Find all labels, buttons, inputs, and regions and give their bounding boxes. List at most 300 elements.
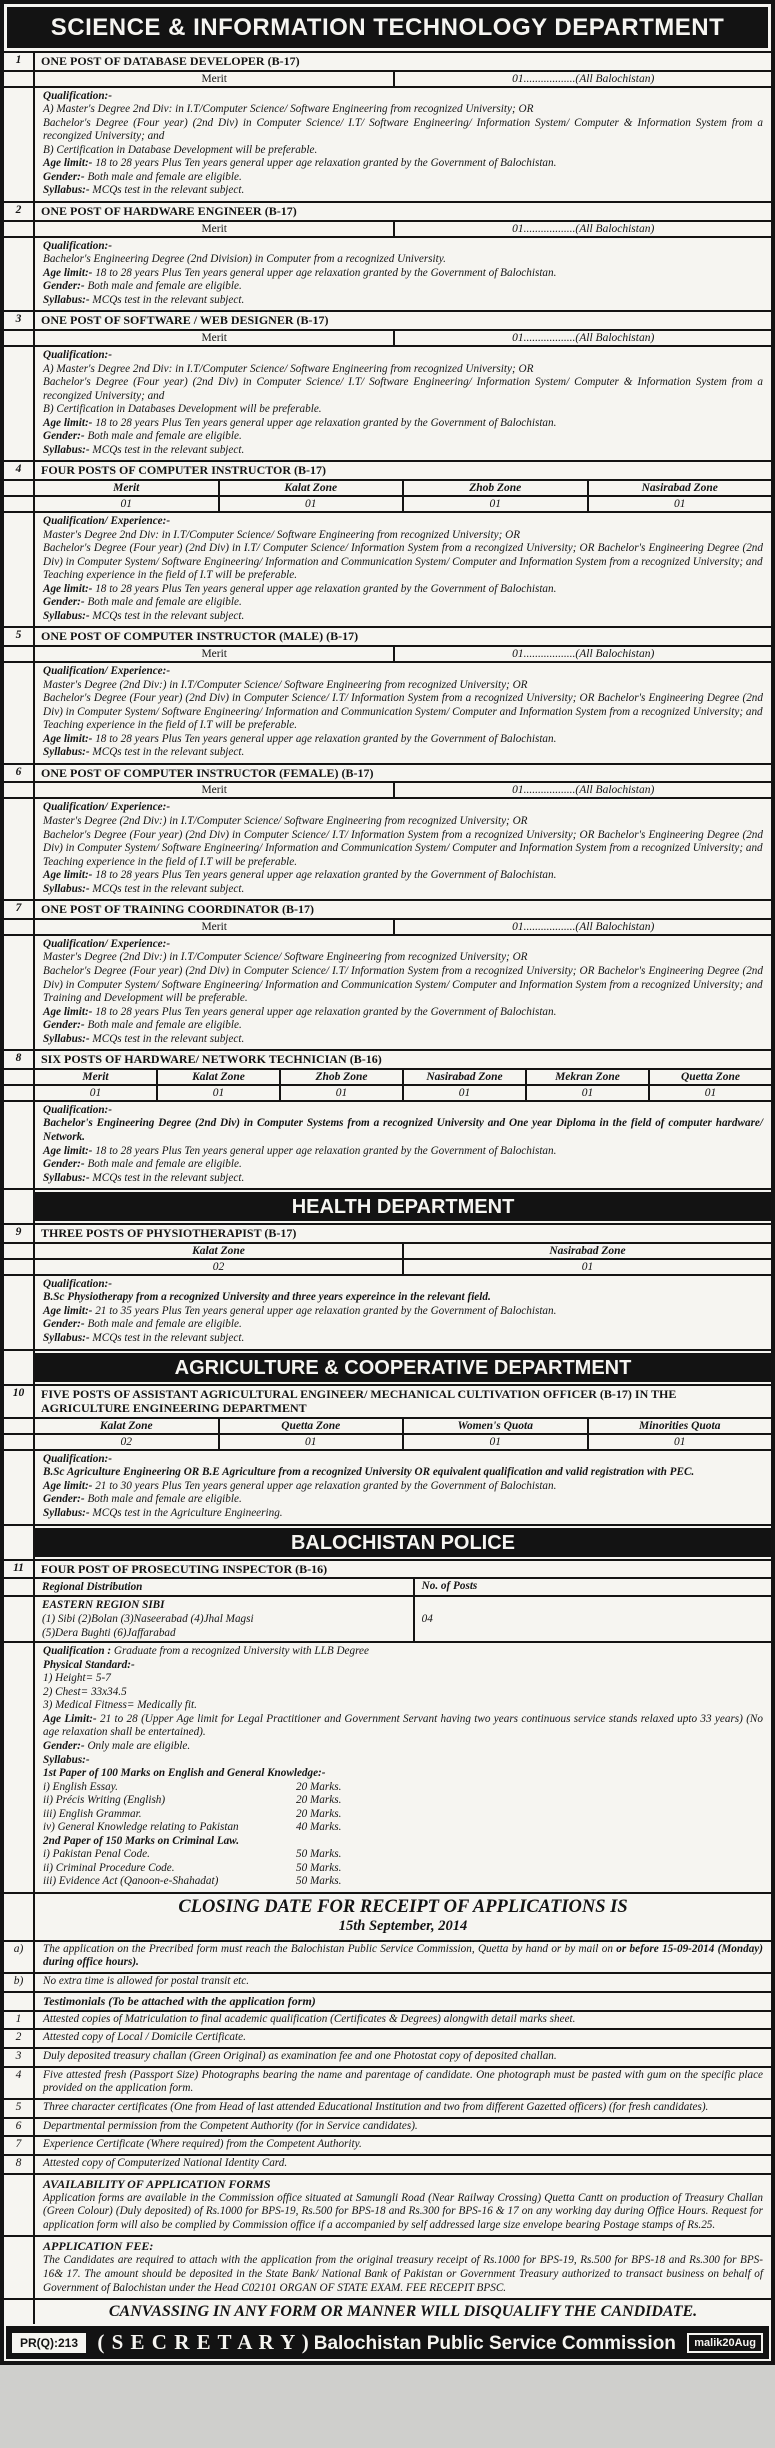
num-spacer [4, 331, 35, 345]
qual-line-label: Gender:- [43, 1739, 85, 1752]
qual-line-text: Master's Degree (2nd Div:) in I.T/Computer Science/ Software Engineering from recognized University; OR [43, 678, 528, 691]
post-title: SIX POSTS OF HARDWARE/ NETWORK TECHNICIAN (B-16) [41, 1052, 382, 1067]
post-3-title-row [4, 310, 771, 329]
testimonial-row [4, 2047, 771, 2066]
regional-distribution-header: Regional Distribution [35, 1579, 415, 1595]
department-bar-health-row [4, 1188, 771, 1223]
qual-line-text: 18 to 28 years Plus Ten years general upper age relaxation granted by the Government of Balochistan. [92, 732, 557, 745]
qualification-text [35, 663, 771, 763]
qual-line-text: 21 to 35 years Plus Ten years general upper age relaxation granted by the Government of Balochistan. [92, 1304, 557, 1317]
post-1-title-row [4, 51, 771, 70]
num-spacer [4, 497, 35, 511]
num-spacer [4, 1070, 35, 1084]
post-6-qualification-row [4, 797, 771, 899]
zone-name: Kalat Zone [158, 1070, 281, 1084]
qual-line-text: Bachelor's Degree (Four year) (2nd Div) in Computer Science/ I.T/ Software Engineering/ Information System/ Computer & Information System from a recongized University; and [43, 116, 763, 143]
note-text [35, 1974, 771, 1991]
zone-headers [35, 1244, 771, 1258]
num-spacer [4, 647, 35, 661]
region-cell [35, 1597, 415, 1641]
qual-line-label: Qualification:- [43, 1103, 112, 1116]
qual-line [43, 144, 763, 158]
zone-name: Nasirabad Zone [404, 1070, 527, 1084]
zone-name: Quetta Zone [220, 1419, 405, 1433]
qual-line-text: ii) Précis Writing (English) [43, 1794, 166, 1807]
qual-line-label: Qualification/ Experience:- [43, 801, 171, 814]
qual-line [43, 1033, 763, 1047]
zone-headers [35, 481, 771, 495]
qualification-text [35, 799, 771, 899]
zone-count: 01 [527, 1086, 650, 1100]
region-line-bold: EASTERN REGION SIBI [42, 1599, 165, 1612]
qual-line [43, 542, 763, 569]
qual-line-text: MCQs test in the relevant subject. [89, 609, 245, 622]
zone-count: 02 [35, 1260, 404, 1274]
qual-line-label: Age limit:- [43, 1005, 93, 1018]
qual-line [43, 1278, 763, 1292]
qual-line-label: Gender:- [43, 1318, 85, 1331]
qual-line-text: 3) Medical Fitness= Medically fit. [43, 1699, 197, 1712]
qual-line [43, 1875, 763, 1889]
qual-line-text: MCQs test in the relevant subject. [89, 746, 245, 759]
qual-line-text: 18 to 28 years Plus Ten years general upper age relaxation granted by the Government of Balochistan. [92, 416, 557, 429]
zone-count: 01 [158, 1086, 281, 1100]
post-title: FOUR POST OF PROSECUTING INSPECTOR (B-16) [41, 1561, 328, 1576]
post-number: 8 [4, 1051, 35, 1068]
qual-line [43, 1754, 763, 1768]
closing-date-value: 15th September, 2014 [338, 1918, 468, 1935]
qual-line-label: Qualification/ Experience:- [43, 514, 171, 527]
post-5-title-row [4, 626, 771, 645]
testimonial-number: 1 [4, 2012, 35, 2029]
qual-line [43, 349, 763, 363]
testimonial-text: Attested copy of Computerized National Identity Card. [43, 2156, 288, 2169]
qual-line-text: 21 to 28 (Upper Age limit for Legal Practitioner and Government Servant having two years continuous service stands relaxed upto 33 years) (No age relaxation shall be entertained). [43, 1712, 763, 1739]
qual-line-text: Only male are eligible. [84, 1739, 191, 1752]
testimonial-text: Departmental permission from the Competent Authority (for in Service candidates). [43, 2119, 418, 2132]
post-number: 11 [4, 1561, 35, 1578]
qual-line-label: Age limit:- [43, 1304, 93, 1317]
post-title: ONE POST OF SOFTWARE / WEB DESIGNER (B-17) [41, 313, 329, 328]
post-title: ONE POST OF TRAINING COORDINATOR (B-17) [41, 902, 315, 917]
qual-line-text: 18 to 28 years Plus Ten years general upper age relaxation granted by the Government of Balochistan. [92, 157, 557, 170]
qual-line [43, 417, 763, 431]
post-title: FOUR POSTS OF COMPUTER INSTRUCTOR (B-17) [41, 463, 327, 478]
qual-line [43, 1713, 763, 1740]
qual-line-label: Syllabus:- [43, 1506, 90, 1519]
zone-values [35, 1435, 771, 1449]
testimonial-row [4, 2066, 771, 2098]
qual-line-text: iv) General Knowledge relating to Pakistan [43, 1821, 239, 1834]
qual-line-label: Gender:- [43, 170, 85, 183]
num-spacer [4, 1526, 35, 1559]
qual-line [43, 665, 763, 679]
qual-line-label: Gender:- [43, 430, 85, 443]
qual-line [43, 1699, 763, 1713]
footer-bar [6, 2326, 769, 2359]
availability-text: Application forms are available in the Commission office situated at Samungli Road (Near Railway Crossing) Quetta Cantt on production of Treasury Challan (Green Colour) (Duly deposited) of Rs.1000 for BPS-19, Rs.500 for BPS-18 and Rs.300 for BPS-16 & 17 on any working day during Office Hours. Request for application form will also be complied by Commission office if a accompanied by self addressed large size envelope bearing Postage stamps of Rs.25. [43, 2191, 763, 2231]
allocation-label: Merit [35, 783, 395, 797]
num-spacer [4, 920, 35, 934]
qual-line-text: MCQs test in the relevant subject. [89, 443, 245, 456]
qual-line [43, 376, 763, 403]
num-spacer [4, 2237, 35, 2298]
num-spacer [4, 1244, 35, 1258]
qual-line [43, 856, 763, 870]
zone-count: 01 [220, 1435, 405, 1449]
qualification-text [35, 347, 771, 460]
post-1-allocation-row [4, 70, 771, 86]
qual-line-label: 2nd Paper of 150 Marks on Criminal Law. [43, 1834, 240, 1847]
post-11-title-row [4, 1559, 771, 1578]
qual-line [43, 1767, 763, 1781]
post-number: 5 [4, 628, 35, 645]
secretary-label: ( S E C R E T A R Y ) [97, 2330, 310, 2355]
zone-headers [35, 1419, 771, 1433]
qual-line-text: 18 to 28 years Plus Ten years general upper age relaxation granted by the Government of Balochistan. [92, 582, 557, 595]
qual-line [43, 444, 763, 458]
qual-line-text: MCQs test in the relevant subject. [89, 1171, 245, 1184]
qual-line [43, 1835, 763, 1849]
num-spacer [4, 1894, 35, 1940]
num-spacer [4, 1643, 35, 1892]
qualification-text [35, 936, 771, 1049]
post-4-title-row [4, 460, 771, 479]
qual-line [43, 1453, 763, 1467]
qual-line [43, 1672, 763, 1686]
num-spacer [4, 222, 35, 236]
qual-line [43, 1019, 763, 1033]
qual-line-label: Syllabus:- [43, 882, 90, 895]
qual-line-label: Qualification/ Experience:- [43, 937, 171, 950]
qual-line-marks: 50 Marks. [296, 1861, 342, 1874]
post-11-table-value-row [4, 1595, 771, 1641]
qual-line [43, 1686, 763, 1700]
qual-line [43, 294, 763, 308]
qual-line-label: Syllabus:- [43, 1331, 90, 1344]
qual-line [43, 1740, 763, 1754]
qual-line-label: B.Sc Agriculture Engineering OR B.E Agriculture from a recognized University OR equivalent qualification and valid registration with PEC. [43, 1466, 695, 1479]
allocation-value: 01..................(All Balochistan) [512, 647, 655, 660]
qual-line [43, 1332, 763, 1346]
zone-name: Nasirabad Zone [549, 1244, 626, 1257]
testimonial-number: 7 [4, 2137, 35, 2154]
note-row [4, 1940, 771, 1972]
qual-line-text: Both male and female are eligible. [84, 1158, 242, 1171]
post-3-allocation-row [4, 329, 771, 345]
qual-line-text: MCQs test in the relevant subject. [89, 882, 245, 895]
department-header-health: HEALTH DEPARTMENT [35, 1192, 771, 1221]
qual-line-label: Syllabus:- [43, 293, 90, 306]
qual-line [43, 1466, 763, 1480]
post-10-qualification-row [4, 1449, 771, 1524]
qual-line-label: Gender:- [43, 280, 85, 293]
zone-headers [35, 1070, 771, 1084]
num-spacer [4, 1451, 35, 1524]
qual-line-text: Bachelor's Engineering Degree (2nd Division) in Computer from a recognized University. [43, 253, 446, 266]
post-6-title-row [4, 763, 771, 782]
post-6-allocation-row [4, 781, 771, 797]
qual-line-label: Qualification:- [43, 348, 112, 361]
qualification-text [35, 1276, 771, 1349]
qual-line [43, 951, 763, 965]
qual-line-text: Both male and female are eligible. [84, 1019, 242, 1032]
zone-count: 02 [35, 1435, 220, 1449]
qual-line-text: 2) Chest= 33x34.5 [43, 1685, 127, 1698]
zone-name: Minorities Quota [639, 1419, 721, 1432]
qual-line [43, 90, 763, 104]
qual-line-text: MCQs test in the relevant subject. [89, 1032, 245, 1045]
qual-line-text: Bachelor's Degree (Four year) (2nd Div) in I.T/ Computer Science/ Information System from a recongized University; OR Bachelor's Engineering Degree (2nd Div) in Computer System/ Software Engineering/ Information and Communication System/ Computer and Information System from a recognized University; and [43, 542, 763, 568]
qual-line-text: Bachelor's Degree (Four year) (2nd Div) in Computer Science/ I.T/ Information System from a recognized University; OR Bachelor's Engineering Degree (2nd Div) in Computer System/ Software Engineering/ Information and Communication System/ Computer and Information System from a recognized University; and [43, 692, 763, 718]
qual-line-label: Syllabus:- [43, 184, 90, 197]
region-line [42, 1612, 406, 1626]
qual-line-text: 1) Height= 5-7 [43, 1672, 111, 1685]
qual-line [43, 733, 763, 747]
qual-line [43, 583, 763, 597]
qual-line-label: Age limit:- [43, 869, 93, 882]
qual-line [43, 1305, 763, 1319]
num-spacer [4, 1086, 35, 1100]
allocation-label: Merit [35, 222, 395, 236]
post-title: ONE POST OF COMPUTER INSTRUCTOR (FEMALE) (B-17) [41, 765, 374, 780]
application-fee-block [35, 2237, 771, 2298]
qual-line-marks: 50 Marks. [296, 1848, 342, 1861]
num-spacer [4, 1351, 35, 1384]
allocation-label: Merit [35, 647, 395, 661]
qual-line [43, 679, 763, 693]
qual-line-marks: 20 Marks. [296, 1807, 342, 1820]
post-5-allocation-row [4, 645, 771, 661]
post-1-qualification-row [4, 86, 771, 201]
qual-line [43, 1659, 763, 1673]
qual-line [43, 529, 763, 543]
post-10-zone-values-row [4, 1433, 771, 1449]
qual-line [43, 117, 763, 144]
zone-count: 01 [674, 1435, 686, 1448]
post-7-title-row [4, 899, 771, 918]
qual-line-text: Teaching experience in the field of I.T will be preferable. [43, 569, 298, 582]
testimonial-text: Experience Certificate (Where required) from the Competent Authority. [43, 2138, 362, 2151]
post-8-zone-header-row [4, 1068, 771, 1084]
post-number: 9 [4, 1225, 35, 1242]
no-of-posts-header: No. of Posts [421, 1580, 478, 1593]
qual-line-text: Both male and female are eligible. [84, 1493, 242, 1506]
qual-line [43, 596, 763, 610]
qual-line-text: Graduate from a recognized University with LLB Degree [111, 1645, 369, 1658]
qual-line [43, 171, 763, 185]
testimonial-text: Duly deposited treasury challan (Green Original) as examination fee and one Photostat copy of deposited challan. [43, 2049, 557, 2062]
num-spacer [4, 663, 35, 763]
num-spacer [4, 2300, 35, 2324]
zone-name: Kalat Zone [35, 1419, 220, 1433]
post-2-title-row [4, 201, 771, 220]
qual-line-text: A) Master's Degree 2nd Div: in I.T/Computer Science/ Software Engineering from recognized University; OR [43, 362, 534, 375]
zone-count: 01 [220, 497, 405, 511]
department-bar-agri-row [4, 1349, 771, 1384]
post-4-zone-header-row [4, 479, 771, 495]
num-spacer [4, 1260, 35, 1274]
post-9-zone-header-row [4, 1242, 771, 1258]
allocation-label: Merit [35, 331, 395, 345]
qual-line-marks: 20 Marks. [296, 1794, 342, 1807]
qual-line-text: MCQs test in the relevant subject. [89, 293, 245, 306]
qualification-text [35, 238, 771, 311]
num-spacer [4, 1597, 35, 1641]
closing-date-heading: CLOSING DATE FOR RECEIPT OF APPLICATIONS IS [178, 1896, 628, 1917]
post-5-qualification-row [4, 661, 771, 763]
testimonial-text: Attested copy of Local / Domicile Certificate. [43, 2031, 246, 2044]
qual-line [43, 1145, 763, 1159]
qual-line-text: Bachelor's Degree (Four year) (2nd Div) in Computer Science/ I.T/ Software Engineering/ Information System/ Computer & Information System from a recongized University; and [43, 376, 763, 402]
secretary-line [96, 2330, 677, 2355]
qual-line-label: Qualification:- [43, 89, 112, 102]
qual-line [43, 1117, 763, 1144]
allocation-value: 01..................(All Balochistan) [512, 222, 655, 235]
qual-line [43, 1006, 763, 1020]
qual-line-text: Bachelor's Degree (Four year) (2nd Div) in Computer Science/ I.T/ Information System from a recognized University; OR Bachelor's Engineering Degree (2nd Div) in Computer System/ Software Engineering/ Information and Communication System/ Computer and Information System from a recognized University; and [43, 828, 763, 855]
zone-name: Kalat Zone [220, 481, 405, 495]
qual-line-label: Syllabus:- [43, 1753, 90, 1766]
note-row [4, 1972, 771, 1991]
qual-line-label: Syllabus:- [43, 609, 90, 622]
qual-line-label: Age limit:- [43, 266, 93, 279]
qual-line-text: MCQs test in the relevant subject. [89, 1331, 245, 1344]
closing-date-block [35, 1894, 771, 1940]
zone-name: Kalat Zone [35, 1244, 404, 1258]
qual-line [43, 280, 763, 294]
post-title: ONE POST OF COMPUTER INSTRUCTOR (MALE) (B-17) [41, 629, 359, 644]
qual-line [43, 869, 763, 883]
post-9-qualification-row [4, 1274, 771, 1349]
qualification-text [35, 1643, 771, 1892]
testimonial-text: Three character certificates (One from Head of last attended Educational Institution and two from different Gazetted officers) (for fresh candidates). [43, 2100, 709, 2113]
post-11-table-header-row [4, 1577, 771, 1595]
num-spacer [4, 1276, 35, 1349]
qual-line [43, 1808, 763, 1822]
application-fee-title: APPLICATION FEE: [43, 2239, 154, 2254]
canvassing-notice: CANVASSING IN ANY FORM OR MANNER WILL DISQUALIFY THE CANDIDATE. [108, 2303, 698, 2321]
qual-line [43, 992, 763, 1006]
note-body: The application on the Precribed form must reach the Balochistan Public Service Commission, Quetta by hand or by mail on [43, 1942, 617, 1955]
qual-line-label: Qualification/ Experience:- [43, 664, 171, 677]
qual-line-label: Age limit:- [43, 732, 93, 745]
qual-line-text: Both male and female are eligible. [84, 280, 242, 293]
testimonial-row [4, 2098, 771, 2117]
qual-line [43, 1645, 763, 1659]
qual-line-text: 18 to 28 years Plus Ten years general upper age relaxation granted by the Government of Balochistan. [92, 869, 557, 882]
qual-line-label: Age limit:- [43, 1479, 93, 1492]
testimonial-row [4, 2154, 771, 2173]
zone-values [35, 1260, 771, 1274]
qual-line [43, 1507, 763, 1521]
qual-line-marks: 40 Marks. [296, 1821, 342, 1834]
testimonial-number: 8 [4, 2156, 35, 2173]
post-number: 2 [4, 203, 35, 220]
qual-line [43, 363, 763, 377]
post-number: 4 [4, 462, 35, 479]
qual-line-label: Bachelor's Engineering Degree (2nd Div) in Computer Systems from a recognized University and One year Diploma in the field of computer hardware/ Network. [43, 1117, 763, 1143]
qual-line [43, 1862, 763, 1876]
qual-line [43, 610, 763, 624]
region-line-text: (5)Dera Bughti (6)Jaffarabad [42, 1627, 176, 1640]
zone-count: 01 [581, 1260, 594, 1273]
qual-line [43, 719, 763, 733]
num-spacer [4, 88, 35, 201]
zone-name: Women's Quota [404, 1419, 589, 1433]
allocation-value: 01..................(All Balochistan) [512, 331, 655, 344]
num-spacer [4, 481, 35, 495]
note-bold-tail: or before 15-09-2014 (Monday) during office hours). [43, 1942, 763, 1969]
qual-line-text: 18 to 28 years Plus Ten years general upper age relaxation granted by the Government of Balochistan. [92, 1005, 557, 1018]
note-id: a) [4, 1942, 35, 1972]
department-header-sit: SCIENCE & INFORMATION TECHNOLOGY DEPARTMENT [7, 7, 768, 48]
num-spacer [4, 1102, 35, 1188]
qual-line-label: Gender:- [43, 1158, 85, 1171]
qual-line [43, 253, 763, 267]
qual-line-label: Qualification:- [43, 1277, 112, 1290]
qual-line-label: Qualification : [43, 1645, 112, 1658]
region-line [42, 1626, 406, 1640]
qual-line-label: Age Limit:- [43, 1712, 97, 1725]
qual-line [43, 103, 763, 117]
post-3-qualification-row [4, 345, 771, 460]
qual-line-label: Gender:- [43, 1493, 85, 1506]
qual-line-text: A) Master's Degree 2nd Div: in I.T/Computer Science/ Software Engineering from recognized University; OR [43, 103, 534, 116]
qual-line-text: B) Certification in Databases Development will be preferable. [43, 403, 322, 416]
qual-line [43, 692, 763, 719]
num-spacer [4, 238, 35, 311]
qual-line [43, 938, 763, 952]
post-4-zone-values-row [4, 495, 771, 511]
num-spacer [4, 513, 35, 626]
zone-count: 01 [704, 1086, 717, 1099]
qual-line-text: Both male and female are eligible. [84, 596, 242, 609]
qual-line-text: 18 to 28 years Plus Ten years general upper age relaxation granted by the Government of Balochistan. [92, 1144, 557, 1157]
qual-line-label: Gender:- [43, 1019, 85, 1032]
post-4-qualification-row [4, 511, 771, 626]
post-title: ONE POST OF HARDWARE ENGINEER (B-17) [41, 204, 297, 218]
num-spacer [4, 72, 35, 86]
qual-line-label: Syllabus:- [43, 746, 90, 759]
zone-name: Merit [35, 1070, 158, 1084]
num-spacer [4, 1579, 35, 1595]
testimonial-number: 6 [4, 2119, 35, 2136]
department-header-police: BALOCHISTAN POLICE [35, 1528, 771, 1557]
region-line-text: (1) Sibi (2)Bolan (3)Naseerabad (4)Jhal Magsi [42, 1613, 254, 1626]
qualification-text [35, 88, 771, 201]
zone-values [35, 497, 771, 511]
zone-name: Zhob Zone [404, 481, 589, 495]
allocation-value: 01..................(All Balochistan) [512, 72, 655, 85]
num-spacer [4, 799, 35, 899]
availability-title: AVAILABILITY OF APPLICATION FORMS [43, 2176, 271, 2191]
zone-name: Nasirabad Zone [641, 481, 718, 494]
qual-line-label: Age limit:- [43, 416, 93, 429]
testimonial-row [4, 2028, 771, 2047]
qual-line [43, 430, 763, 444]
testimonial-number: 3 [4, 2049, 35, 2066]
qual-line [43, 184, 763, 198]
testimonial-number: 2 [4, 2030, 35, 2047]
qual-line-text: MCQs test in the relevant subject. [89, 184, 245, 197]
availability-row [4, 2173, 771, 2236]
commission-name: Balochistan Public Service Commission [313, 2333, 676, 2355]
qual-line [43, 157, 763, 171]
num-spacer [4, 1993, 35, 2010]
testimonial-text: Five attested fresh (Passport Size) Photographs bearing the name and parentage of candidate. One photograph must be pasted with gum on the specific place provided on the application form. [43, 2068, 763, 2095]
zone-values [35, 1086, 771, 1100]
